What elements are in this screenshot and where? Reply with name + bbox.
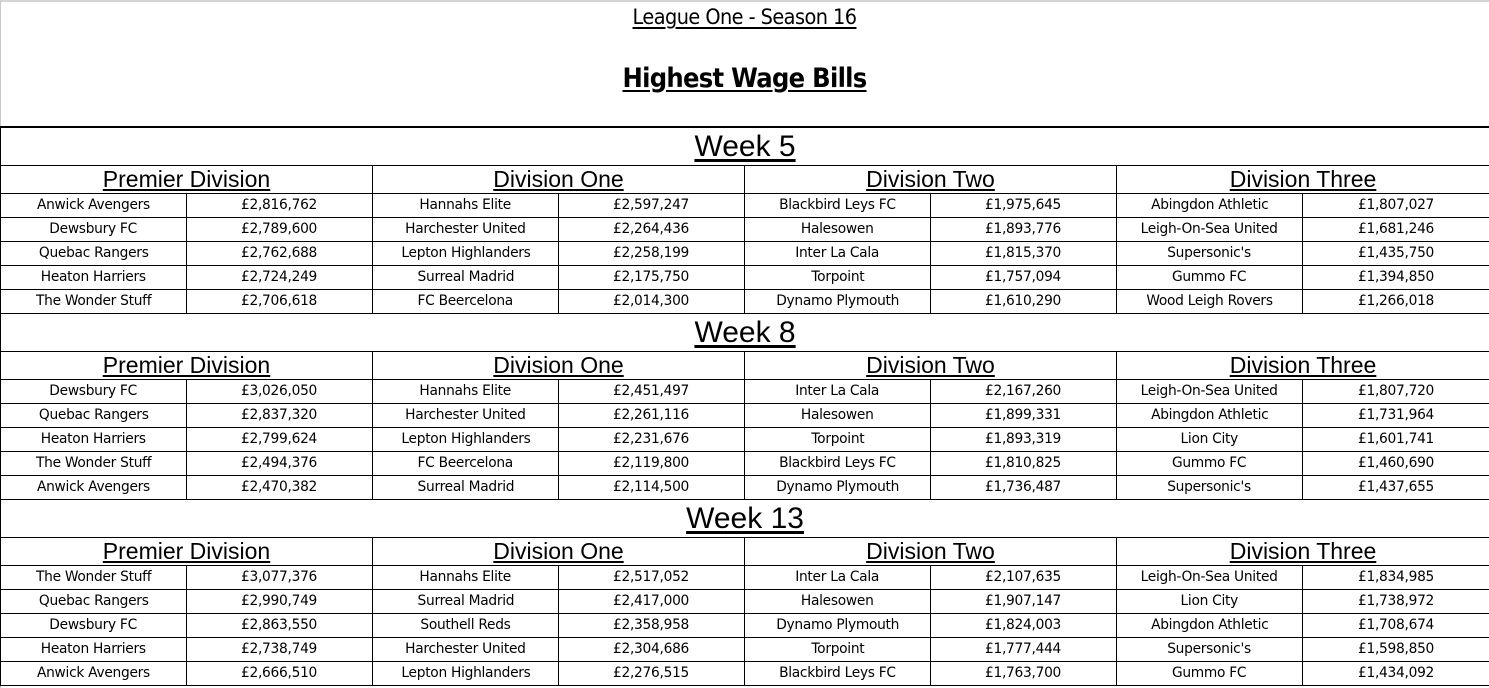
division-label: Premier Division (102, 352, 271, 378)
wage-value: £2,451,497 (613, 383, 690, 399)
wage-cell (1303, 404, 1489, 428)
team-name: Anwick Avengers (37, 665, 150, 681)
wage-cell (559, 290, 745, 314)
wage-value: £1,738,972 (1358, 593, 1435, 609)
table-row (1, 290, 1489, 314)
wage-value: £1,807,720 (1358, 383, 1435, 399)
wage-value: £2,114,500 (613, 479, 690, 495)
team-name-cell (373, 590, 559, 614)
team-name-cell (745, 662, 931, 686)
wage-value: £2,799,624 (241, 431, 318, 447)
team-name: Hannahs Elite (419, 569, 512, 585)
wage-value: £2,706,618 (241, 293, 318, 309)
wage-cell (931, 380, 1117, 404)
team-name-cell (1, 662, 187, 686)
division-header-cell (373, 538, 745, 566)
division-header-cell (1, 538, 373, 566)
wage-value: £1,266,018 (1358, 293, 1435, 309)
team-name-cell (373, 662, 559, 686)
wage-value: £1,763,700 (985, 665, 1062, 681)
wage-value: £2,264,436 (613, 221, 690, 237)
team-name-cell (745, 266, 931, 290)
wage-cell (187, 266, 373, 290)
wage-cell (931, 638, 1117, 662)
team-name: Dynamo Plymouth (776, 293, 899, 309)
division-label: Division One (493, 166, 624, 192)
team-name-cell (1, 380, 187, 404)
team-name-cell (745, 614, 931, 638)
team-name-cell (1, 566, 187, 590)
week-header-row (1, 314, 1489, 352)
wage-value: £1,899,331 (985, 407, 1062, 423)
team-name-cell (745, 476, 931, 500)
wage-cell (931, 590, 1117, 614)
team-name-cell (1117, 242, 1303, 266)
wage-value: £2,261,116 (613, 407, 690, 423)
division-label: Premier Division (102, 166, 271, 192)
team-name: Supersonic's (1167, 479, 1252, 495)
team-name: Gummo FC (1172, 665, 1247, 681)
wage-value: £1,394,850 (1358, 269, 1435, 285)
team-name-cell (745, 566, 931, 590)
team-name-cell (1, 242, 187, 266)
season-subtitle-text: League One - Season 16 (632, 5, 857, 29)
team-name: Torpoint (810, 431, 865, 447)
wage-cell (187, 638, 373, 662)
wage-value: £1,601,741 (1358, 431, 1435, 447)
wage-cell (559, 662, 745, 686)
wage-cell (931, 242, 1117, 266)
wage-cell (559, 566, 745, 590)
team-name: Surreal Madrid (417, 593, 514, 609)
division-label: Division One (493, 352, 624, 378)
team-name: Leigh-On-Sea United (1140, 383, 1278, 399)
wage-cell (559, 590, 745, 614)
team-name: Dynamo Plymouth (776, 617, 899, 633)
wage-cell (559, 638, 745, 662)
wage-cell (1303, 452, 1489, 476)
wage-cell (931, 404, 1117, 428)
division-header-cell (745, 538, 1117, 566)
page-title (74, 63, 1414, 94)
team-name-cell (1117, 266, 1303, 290)
team-name: Surreal Madrid (417, 269, 514, 285)
wage-cell (559, 242, 745, 266)
week-header-cell (1, 314, 1489, 352)
wage-cell (931, 428, 1117, 452)
wage-value: £2,417,000 (613, 593, 690, 609)
wage-cell (931, 662, 1117, 686)
week-label: Week 13 (686, 502, 804, 535)
team-name: Dewsbury FC (49, 383, 138, 399)
team-name: Torpoint (810, 269, 865, 285)
division-header-cell (1117, 166, 1489, 194)
team-name: Lion City (1180, 593, 1239, 609)
table-row (1, 638, 1489, 662)
wage-cell (187, 476, 373, 500)
wage-value: £2,517,052 (613, 569, 690, 585)
wage-value: £2,863,550 (241, 617, 318, 633)
wage-cell (559, 380, 745, 404)
team-name-cell (1, 452, 187, 476)
team-name: FC Beercelona (417, 293, 514, 309)
team-name-cell (373, 452, 559, 476)
title-area (0, 0, 1489, 126)
wage-value: £2,789,600 (241, 221, 318, 237)
division-header-cell (745, 166, 1117, 194)
wage-cell (559, 404, 745, 428)
wage-cell (187, 590, 373, 614)
division-header-cell (1, 352, 373, 380)
team-name-cell (373, 404, 559, 428)
division-header-cell (373, 166, 745, 194)
wage-cell (187, 404, 373, 428)
wage-cell (187, 242, 373, 266)
division-header-cell (1, 166, 373, 194)
wage-value: £1,893,319 (985, 431, 1062, 447)
team-name-cell (1, 218, 187, 242)
wage-cell (1303, 590, 1489, 614)
division-header-row (1, 166, 1489, 194)
wage-value: £1,435,750 (1358, 245, 1435, 261)
team-name-cell (745, 242, 931, 266)
team-name: Gummo FC (1172, 455, 1247, 471)
wage-value: £1,907,147 (985, 593, 1062, 609)
team-name: Gummo FC (1172, 269, 1247, 285)
week-label: Week 5 (694, 130, 796, 163)
wage-value: £2,762,688 (241, 245, 318, 261)
team-name-cell (1117, 476, 1303, 500)
team-name: Leigh-On-Sea United (1140, 569, 1278, 585)
team-name: Blackbird Leys FC (779, 197, 896, 213)
wage-value: £2,119,800 (613, 455, 690, 471)
wage-value: £2,724,249 (241, 269, 318, 285)
wage-cell (1303, 380, 1489, 404)
team-name: Torpoint (810, 641, 865, 657)
team-name: Quebac Rangers (38, 593, 149, 609)
team-name-cell (373, 380, 559, 404)
wage-value: £2,167,260 (985, 383, 1062, 399)
division-header-cell (1117, 352, 1489, 380)
team-name: Lepton Highlanders (400, 245, 531, 261)
team-name: Lepton Highlanders (400, 431, 531, 447)
wage-value: £2,358,958 (613, 617, 690, 633)
team-name-cell (373, 476, 559, 500)
wage-cell (187, 566, 373, 590)
team-name-cell (1, 428, 187, 452)
season-subtitle (60, 5, 1430, 29)
team-name: Abingdon Athletic (1150, 617, 1269, 633)
team-name-cell (1117, 452, 1303, 476)
week-header-cell (1, 500, 1489, 538)
wage-cell (1303, 290, 1489, 314)
page-title-text: Highest Wage Bills (622, 63, 867, 94)
wage-cell (559, 614, 745, 638)
table-row (1, 566, 1489, 590)
wage-cell (187, 452, 373, 476)
wage-cell (187, 428, 373, 452)
team-name-cell (373, 266, 559, 290)
team-name: Blackbird Leys FC (779, 665, 896, 681)
team-name: Quebac Rangers (38, 407, 149, 423)
wage-value: £2,837,320 (241, 407, 318, 423)
team-name-cell (1117, 566, 1303, 590)
wage-value: £1,610,290 (985, 293, 1062, 309)
wage-cell (559, 428, 745, 452)
team-name: Supersonic's (1167, 641, 1252, 657)
team-name-cell (745, 380, 931, 404)
wage-cell (187, 380, 373, 404)
wage-cell (1303, 218, 1489, 242)
team-name: Blackbird Leys FC (779, 455, 896, 471)
wage-cell (931, 218, 1117, 242)
division-label: Division Three (1229, 538, 1377, 564)
wage-cell (1303, 242, 1489, 266)
team-name-cell (373, 566, 559, 590)
team-name: Dynamo Plymouth (776, 479, 899, 495)
team-name: Anwick Avengers (37, 479, 150, 495)
team-name-cell (1117, 404, 1303, 428)
wage-value: £1,777,444 (985, 641, 1062, 657)
wage-value: £2,494,376 (241, 455, 318, 471)
wage-cell (187, 614, 373, 638)
wage-value: £1,731,964 (1358, 407, 1435, 423)
wage-cell (559, 452, 745, 476)
team-name-cell (373, 242, 559, 266)
division-header-row (1, 538, 1489, 566)
table-row (1, 194, 1489, 218)
team-name-cell (745, 404, 931, 428)
team-name-cell (1, 266, 187, 290)
division-header-row (1, 352, 1489, 380)
wage-value: £2,990,749 (241, 593, 318, 609)
team-name: Hannahs Elite (419, 383, 512, 399)
table-row (1, 452, 1489, 476)
team-name: The Wonder Stuff (35, 569, 152, 585)
division-header-cell (745, 352, 1117, 380)
team-name-cell (1, 476, 187, 500)
wage-value: £2,470,382 (241, 479, 318, 495)
team-name: Halesowen (801, 593, 874, 609)
wage-cell (187, 218, 373, 242)
division-label: Division Three (1229, 166, 1377, 192)
division-label: Division Two (866, 352, 995, 378)
wage-value: £3,077,376 (241, 569, 318, 585)
team-name: Dewsbury FC (49, 617, 138, 633)
division-header-cell (373, 352, 745, 380)
wage-value: £1,736,487 (985, 479, 1062, 495)
wage-value: £1,757,094 (985, 269, 1062, 285)
wage-value: £2,666,510 (241, 665, 318, 681)
team-name-cell (1117, 218, 1303, 242)
wage-cell (187, 662, 373, 686)
team-name-cell (1117, 638, 1303, 662)
wage-cell (559, 266, 745, 290)
team-name: Abingdon Athletic (1150, 407, 1269, 423)
wage-cell (559, 476, 745, 500)
team-name: Inter La Cala (795, 383, 880, 399)
table-row (1, 404, 1489, 428)
wage-bills-table (0, 126, 1489, 686)
team-name-cell (1117, 380, 1303, 404)
team-name-cell (1, 194, 187, 218)
table-row (1, 266, 1489, 290)
wage-value: £2,304,686 (613, 641, 690, 657)
table-row (1, 380, 1489, 404)
wage-value: £2,816,762 (241, 197, 318, 213)
team-name-cell (745, 590, 931, 614)
table-row (1, 476, 1489, 500)
team-name-cell (373, 428, 559, 452)
team-name-cell (1117, 614, 1303, 638)
wage-cell (931, 566, 1117, 590)
team-name-cell (373, 290, 559, 314)
wage-value: £2,738,749 (241, 641, 318, 657)
team-name: Halesowen (801, 221, 874, 237)
team-name: Leigh-On-Sea United (1140, 221, 1278, 237)
wage-cell (559, 194, 745, 218)
wage-cell (1303, 662, 1489, 686)
team-name: Harchester United (405, 221, 526, 237)
team-name: Heaton Harriers (41, 431, 146, 447)
wage-value: £1,975,645 (985, 197, 1062, 213)
wage-cell (559, 218, 745, 242)
division-label: Division Three (1229, 352, 1377, 378)
week-header-row (1, 127, 1489, 166)
team-name-cell (1117, 662, 1303, 686)
team-name-cell (745, 218, 931, 242)
wage-value: £2,107,635 (985, 569, 1062, 585)
wage-value: £1,893,776 (985, 221, 1062, 237)
wage-value: £1,598,850 (1358, 641, 1435, 657)
week-header-cell (1, 127, 1489, 166)
wage-value: £1,681,246 (1358, 221, 1435, 237)
table-row (1, 662, 1489, 686)
team-name-cell (1, 404, 187, 428)
team-name-cell (745, 452, 931, 476)
team-name-cell (373, 614, 559, 638)
wage-cell (931, 266, 1117, 290)
team-name: Halesowen (801, 407, 874, 423)
wage-cell (1303, 476, 1489, 500)
wage-cell (1303, 194, 1489, 218)
wage-cell (187, 194, 373, 218)
team-name: The Wonder Stuff (35, 293, 152, 309)
team-name-cell (1, 638, 187, 662)
wage-cell (931, 194, 1117, 218)
team-name-cell (373, 218, 559, 242)
team-name: Southell Reds (420, 617, 511, 633)
team-name: Wood Leigh Rovers (1146, 293, 1273, 309)
team-name: Supersonic's (1167, 245, 1252, 261)
team-name: Heaton Harriers (41, 269, 146, 285)
wage-value: £1,807,027 (1358, 197, 1435, 213)
team-name-cell (745, 428, 931, 452)
wage-cell (1303, 428, 1489, 452)
team-name-cell (1, 614, 187, 638)
week-label: Week 8 (694, 316, 796, 349)
table-row (1, 614, 1489, 638)
wage-cell (931, 290, 1117, 314)
table-row (1, 428, 1489, 452)
team-name: Surreal Madrid (417, 479, 514, 495)
team-name: Harchester United (405, 407, 526, 423)
team-name: The Wonder Stuff (35, 455, 152, 471)
table-row (1, 590, 1489, 614)
team-name-cell (1117, 590, 1303, 614)
team-name-cell (745, 290, 931, 314)
team-name-cell (373, 194, 559, 218)
wage-value: £1,815,370 (985, 245, 1062, 261)
wage-value: £1,708,674 (1358, 617, 1435, 633)
division-label: Division Two (866, 538, 995, 564)
wage-value: £2,175,750 (613, 269, 690, 285)
team-name: Quebac Rangers (38, 245, 149, 261)
team-name-cell (1117, 194, 1303, 218)
team-name: Hannahs Elite (419, 197, 512, 213)
team-name: Heaton Harriers (41, 641, 146, 657)
wage-value: £1,824,003 (985, 617, 1062, 633)
team-name: Inter La Cala (795, 569, 880, 585)
wage-value: £3,026,050 (241, 383, 318, 399)
team-name: Inter La Cala (795, 245, 880, 261)
wage-value: £2,597,247 (613, 197, 690, 213)
team-name: Anwick Avengers (37, 197, 150, 213)
wage-cell (187, 290, 373, 314)
division-header-cell (1117, 538, 1489, 566)
division-label: Premier Division (102, 538, 271, 564)
wage-value: £2,014,300 (613, 293, 690, 309)
wage-cell (1303, 266, 1489, 290)
wage-value: £1,810,825 (985, 455, 1062, 471)
wage-value: £1,834,985 (1358, 569, 1435, 585)
team-name-cell (1, 590, 187, 614)
wage-value: £2,276,515 (613, 665, 690, 681)
wage-cell (931, 476, 1117, 500)
wage-value: £2,231,676 (613, 431, 690, 447)
wage-cell (931, 452, 1117, 476)
team-name: Lepton Highlanders (400, 665, 531, 681)
division-label: Division Two (866, 166, 995, 192)
table-row (1, 218, 1489, 242)
team-name: Abingdon Athletic (1150, 197, 1269, 213)
week-header-row (1, 500, 1489, 538)
team-name-cell (1117, 428, 1303, 452)
table-row (1, 242, 1489, 266)
team-name: FC Beercelona (417, 455, 514, 471)
team-name: Harchester United (405, 641, 526, 657)
wage-cell (931, 614, 1117, 638)
division-label: Division One (493, 538, 624, 564)
wage-value: £1,460,690 (1358, 455, 1435, 471)
team-name: Dewsbury FC (49, 221, 138, 237)
wage-cell (1303, 566, 1489, 590)
team-name-cell (373, 638, 559, 662)
wage-value: £2,258,199 (613, 245, 690, 261)
team-name-cell (1, 290, 187, 314)
team-name-cell (1117, 290, 1303, 314)
wage-value: £1,434,092 (1358, 665, 1435, 681)
wage-cell (1303, 614, 1489, 638)
team-name: Lion City (1180, 431, 1239, 447)
wage-value: £1,437,655 (1358, 479, 1435, 495)
team-name-cell (745, 638, 931, 662)
team-name-cell (745, 194, 931, 218)
wage-cell (1303, 638, 1489, 662)
